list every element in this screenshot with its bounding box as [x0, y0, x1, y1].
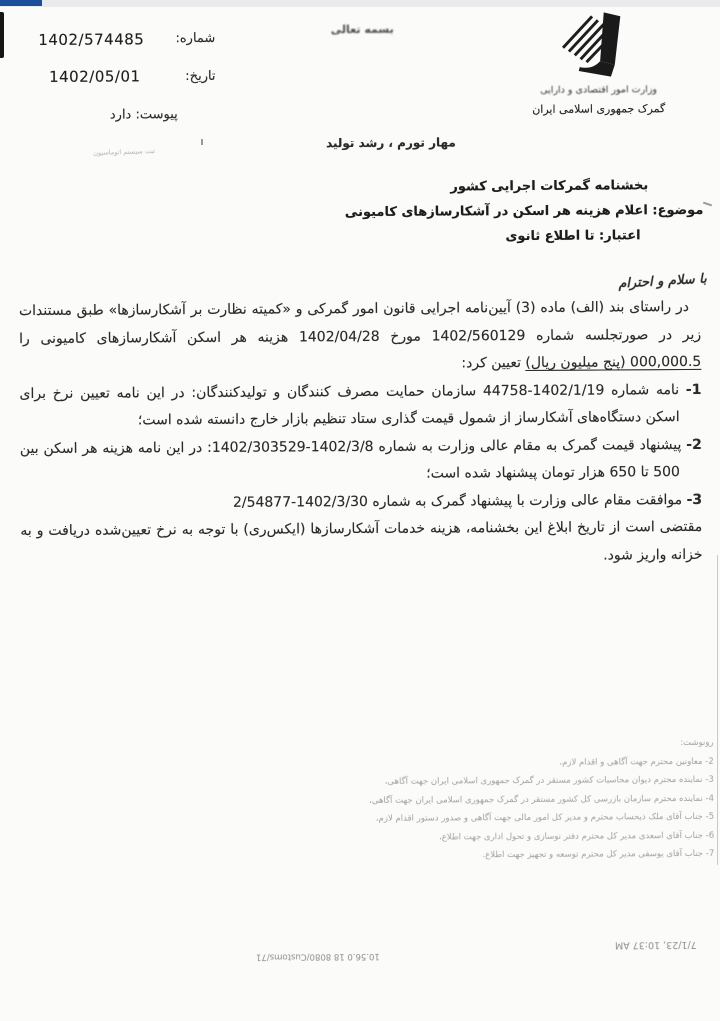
- cc-list: [284, 734, 715, 866]
- circular-heading: بخشنامه گمرکات اجرایی کشور: [450, 178, 649, 195]
- letter-number-label: شماره:: [175, 30, 216, 47]
- cc-item: 5- جناب آقای ملک ذیحساب محترم و مدیر کل امور مالی جهت آگاهی و صدور دستور اقدام لازم،: [375, 811, 715, 824]
- letter-date-value: 1402/05/01: [49, 67, 141, 86]
- intro-paragraph: [19, 294, 701, 381]
- item-number: 2-: [686, 436, 702, 453]
- print-footer-timestamp: 7/1/23, 10:37 AM: [614, 938, 697, 951]
- letter-body: [19, 294, 703, 573]
- item-text: موافقت مقام عالی وزارت با پیشنهاد گمرک به شماره 1402/3/30-2/54877: [232, 491, 687, 511]
- item-number: 3-: [686, 491, 703, 508]
- automation-stamp-note: ثبت سیستم اتوماسیون: [93, 147, 156, 157]
- print-footer-path: 10.56.0 18 8080/Customs/71: [255, 950, 380, 962]
- greeting-handwriting: با سلام و احترام: [617, 271, 708, 292]
- subject-line: موضوع: اعلام هزینه هر اسکن در آشکارسازهای کامیونی: [344, 202, 704, 221]
- cc-item: 6- جناب آقای اسعدی مدیر کل محترم دفتر نوسازی و تحول اداری جهت اطلاع،: [438, 830, 715, 843]
- scan-fee-amount: 000,000.5 (پنج میلیون ریال): [525, 353, 702, 371]
- item-text: نامه شماره 1402/1/19-44758 سازمان حمایت مصرف کنندگان و تولیدکنندگان: در این نامه تعیین نرخ برای اسکن دستگاه‌های آشکارساز از شمول قیمت گذاری ستاد تنظیم بازار خارج دانسته شده است؛: [19, 381, 686, 429]
- cc-item: 3- نماینده محترم دیوان محاسبات کشور مستقر در گمرک جمهوری اسلامی ایران جهت آگاهی،: [384, 774, 714, 787]
- evidence-item: [20, 431, 702, 490]
- intro-text-before: در راستای بند (الف) ماده (3) آیین‌نامه اجرایی قانون امور گمرکی و «کمیته نظارت بر آشکارسازها» طبق مستندات زیر در صورتجلسه شماره 1402/560129 مورخ 1402/04/28 هزینه هر اسکن آشکارسازهای کامیونی را: [18, 298, 702, 347]
- item-text: پیشنهاد قیمت گمرک به مقام عالی وزارت به شماره 1402/3/8-1402/303529: در این نامه هزینه هر اسکن بین 500 تا 650 هزار تومان پیشنهاد شده است؛: [19, 436, 687, 482]
- cc-label: رونوشت:: [680, 737, 714, 749]
- evidence-item: [20, 486, 702, 518]
- attachment-field: پیوست: دارد: [109, 107, 178, 123]
- organization-name: گمرک جمهوری اسلامی ایران: [532, 102, 666, 116]
- ministry-name: وزارت امور اقتصادی و دارایی: [540, 84, 658, 96]
- closing-paragraph: مقتضی است از تاریخ ابلاغ این بخشنامه، هزینه خدمات آشکارسازها (ایکس‌ری) با توجه به نرخ تعیین‌شده دریافت و به خزانه واریز شود.: [20, 518, 703, 564]
- cc-item: 4- نماینده محترم سازمان بازرسی کل کشور مستقر در گمرک جمهوری اسلامی ایران جهت آگاهی،: [369, 793, 714, 806]
- customs-emblem-icon: [549, 8, 627, 82]
- year-slogan: مهار تورم ، رشد تولید: [326, 135, 456, 151]
- letter-date-label: تاریخ:: [185, 68, 216, 85]
- intro-text-after: تعیین کرد:: [461, 354, 526, 372]
- evidence-item: [19, 376, 701, 435]
- letter-number-value: 1402/574485: [38, 30, 145, 49]
- cc-item: 2- معاونین محترم جهت آگاهی و اقدام لازم،: [559, 756, 714, 768]
- besmellah-text: بسمه تعالی: [330, 22, 394, 37]
- validity-line: اعتبار: تا اطلاع ثانوی: [505, 228, 641, 245]
- cc-item: 7- جناب آقای یوسفی مدیر کل محترم توسعه و تجهیز جهت اطلاع.: [482, 848, 715, 861]
- item-number: 1-: [685, 381, 702, 398]
